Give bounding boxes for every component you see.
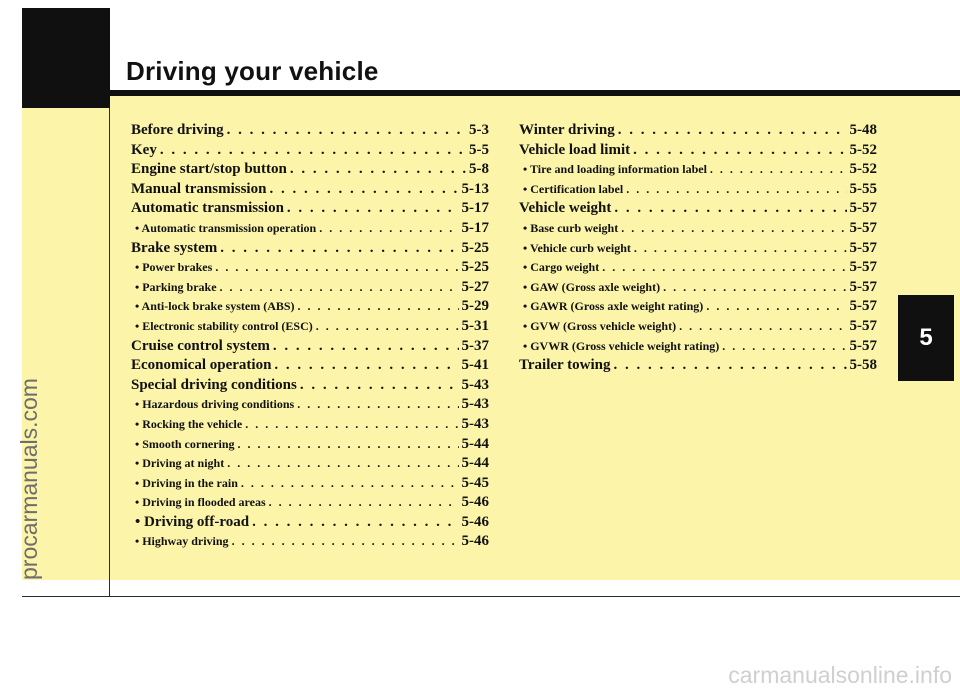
toc-entry-label: Automatic transmission [131, 200, 284, 217]
toc-leader-dots [232, 532, 459, 552]
toc-entry[interactable] [519, 180, 877, 200]
toc-entry[interactable] [131, 415, 489, 435]
toc-leader-dots [614, 199, 846, 219]
toc-entry[interactable] [519, 199, 877, 219]
toc-entry[interactable] [131, 258, 489, 278]
toc-entry-label: • Highway driving [135, 534, 229, 549]
title-rule [110, 90, 960, 96]
toc-entry-page: 5-31 [461, 317, 489, 334]
chapter-number: 5 [919, 324, 933, 351]
toc-entry-page: 5-52 [849, 161, 877, 178]
toc-entry-label: • Tire and loading information label [523, 162, 707, 177]
toc-leader-dots [227, 454, 458, 474]
toc-leader-dots [626, 180, 846, 200]
toc-entry-page: 5-17 [461, 219, 489, 236]
toc-leader-dots [238, 435, 459, 455]
toc-entry[interactable] [131, 199, 489, 219]
chapter-tab[interactable] [898, 295, 954, 381]
toc-leader-dots [316, 317, 459, 337]
toc-leader-dots [220, 278, 459, 298]
toc-leader-dots [215, 258, 458, 278]
toc-entry-label: • Driving in flooded areas [135, 495, 266, 510]
toc-entry[interactable] [131, 435, 489, 455]
toc-entry[interactable] [519, 239, 877, 259]
toc-entry-page: 5-57 [849, 259, 877, 276]
toc-entry-page: 5-48 [849, 122, 877, 138]
toc-entry-page: 5-55 [849, 180, 877, 197]
toc-entry-label: • Cargo weight [523, 260, 600, 275]
toc-entry-page: 5-57 [849, 317, 877, 334]
toc-entry-label: Vehicle load limit [519, 141, 631, 158]
toc-entry-page: 5-57 [849, 298, 877, 315]
toc-leader-dots [297, 395, 458, 415]
toc-entry[interactable] [131, 356, 489, 376]
toc-entry-page: 5-46 [461, 513, 489, 530]
toc-entry[interactable] [131, 121, 489, 141]
toc-entry-page: 5-57 [849, 278, 877, 295]
toc-entry-page: 5-43 [461, 415, 489, 432]
toc-entry[interactable] [519, 278, 877, 298]
toc-entry-label: Key [131, 141, 157, 158]
toc-entry-label: • Automatic transmission operation [135, 220, 317, 235]
toc-entry-page: 5-43 [461, 376, 489, 393]
toc-leader-dots [618, 121, 847, 141]
toc-entry[interactable] [131, 532, 489, 552]
toc-entry-label: • GVWR (Gross vehicle weight rating) [523, 338, 720, 353]
toc-entry-label: • Electronic stability control (ESC) [135, 318, 313, 333]
toc-entry[interactable] [131, 376, 489, 396]
toc-entry-page: 5-57 [849, 337, 877, 354]
toc-entry[interactable] [131, 239, 489, 259]
toc-entry-label: Before driving [131, 122, 224, 138]
toc-entry-label: • Vehicle curb weight [523, 240, 631, 255]
toc-entry-page: 5-46 [461, 533, 489, 550]
toc-entry-page: 5-25 [461, 239, 489, 256]
toc-entry-label: Vehicle weight [519, 200, 612, 217]
footer-rule [22, 596, 960, 597]
toc-entry[interactable] [519, 258, 877, 278]
toc-entry-page: 5-46 [461, 494, 489, 511]
toc-leader-dots [245, 415, 458, 435]
toc-leader-dots [220, 239, 458, 259]
toc-entry-label: • Driving in the rain [135, 475, 238, 490]
toc-leader-dots [273, 337, 459, 357]
toc-leader-dots [290, 160, 466, 180]
toc-leader-dots [287, 199, 459, 219]
toc-leader-dots [269, 180, 458, 200]
toc-entry[interactable] [131, 141, 489, 161]
toc-entry-page: 5-44 [461, 455, 489, 472]
toc-leader-dots [300, 376, 459, 396]
toc-entry-page: 5-52 [849, 141, 877, 158]
toc-entry-label: • Certification label [523, 181, 624, 196]
toc-leader-dots [252, 513, 458, 533]
toc-leader-dots [633, 141, 846, 161]
toc-entry-page: 5-41 [461, 357, 489, 374]
toc-entry-page: 5-57 [849, 200, 877, 217]
toc-entry-page: 5-57 [849, 219, 877, 236]
side-watermark: procarmanuals.com [16, 378, 42, 580]
toc-column-left [131, 121, 489, 552]
margin-divider [109, 108, 110, 596]
page-title: Driving your vehicle [126, 56, 379, 86]
toc-entry-label: • GVW (Gross vehicle weight) [523, 318, 677, 333]
toc-leader-dots [269, 493, 459, 513]
toc-entry[interactable] [131, 474, 489, 494]
toc-entry-page: 5-37 [461, 337, 489, 354]
toc-entry-page: 5-25 [461, 259, 489, 276]
toc-entry[interactable] [131, 278, 489, 298]
toc-entry[interactable] [131, 160, 489, 180]
toc-entry-page: 5-27 [461, 278, 489, 295]
toc-entry-label: • Smooth cornering [135, 436, 235, 451]
toc-leader-dots [319, 219, 458, 239]
toc-entry-page: 5-44 [461, 435, 489, 452]
toc-entry[interactable] [131, 297, 489, 317]
toc-entry-page: 5-58 [849, 357, 877, 374]
toc-entry-label: • Power brakes [135, 260, 213, 275]
toc-entry-label: • Rocking the vehicle [135, 416, 243, 431]
toc-entry[interactable] [131, 395, 489, 415]
toc-entry[interactable] [519, 356, 877, 376]
toc-leader-dots [241, 474, 459, 494]
toc-entry[interactable] [519, 219, 877, 239]
toc-entry-page: 5-17 [461, 200, 489, 217]
corner-block [22, 8, 110, 108]
toc-entry[interactable] [131, 337, 489, 357]
toc-column-right [519, 121, 877, 376]
toc-entry[interactable] [519, 141, 877, 161]
toc-entry-label: Manual transmission [131, 180, 267, 197]
toc-entry-label: • Parking brake [135, 279, 217, 294]
toc-entry-label: • Driving off-road [135, 513, 250, 530]
toc-entry-page: 5-3 [469, 122, 489, 138]
toc-entry-label: Winter driving [519, 122, 615, 138]
toc-entry[interactable] [131, 180, 489, 200]
toc-entry-label: • GAW (Gross axle weight) [523, 279, 661, 294]
toc-leader-dots [634, 239, 847, 259]
toc-entry-page: 5-13 [461, 180, 489, 197]
toc-leader-dots [663, 278, 846, 298]
toc-entry-label: • Base curb weight [523, 220, 619, 235]
toc-entry-page: 5-45 [461, 474, 489, 491]
toc-leader-dots [621, 219, 846, 239]
toc-entry[interactable] [131, 493, 489, 513]
toc-entry[interactable] [519, 317, 877, 337]
toc-entry[interactable] [519, 121, 877, 141]
toc-entry-label: • Hazardous driving conditions [135, 397, 295, 412]
toc-leader-dots [274, 356, 458, 376]
toc-entry[interactable] [519, 297, 877, 317]
toc-entry-label: • GAWR (Gross axle weight rating) [523, 299, 704, 314]
toc-entry-page: 5-29 [461, 298, 489, 315]
toc-entry-label: Trailer towing [519, 357, 611, 374]
toc-entry[interactable] [519, 160, 877, 180]
toc-entry-label: Brake system [131, 239, 218, 256]
toc-leader-dots [614, 356, 847, 376]
toc-entry-page: 5-8 [469, 161, 489, 178]
toc-entry[interactable] [131, 454, 489, 474]
toc-entry-label: Economical operation [131, 357, 272, 374]
toc-entry-label: Engine start/stop button [131, 161, 287, 178]
toc-leader-dots [160, 141, 466, 161]
toc-entry[interactable] [131, 513, 489, 533]
toc-entry-page: 5-5 [469, 141, 489, 158]
toc-entry-label: Special driving conditions [131, 376, 297, 393]
toc-entry[interactable] [131, 317, 489, 337]
toc-leader-dots [710, 160, 847, 180]
toc-entry-label: • Anti-lock brake system (ABS) [135, 299, 295, 314]
toc-entry-label: • Driving at night [135, 456, 225, 471]
toc-entry[interactable] [519, 337, 877, 357]
toc-entry[interactable] [131, 219, 489, 239]
toc-leader-dots [679, 317, 846, 337]
toc-leader-dots [602, 258, 846, 278]
toc-leader-dots [227, 121, 466, 141]
toc-leader-dots [298, 297, 459, 317]
toc-entry-page: 5-57 [849, 239, 877, 256]
toc-leader-dots [722, 337, 846, 357]
toc-entry-page: 5-43 [461, 396, 489, 413]
toc-entry-label: Cruise control system [131, 337, 270, 354]
toc-leader-dots [706, 297, 846, 317]
footer-watermark: carmanualsonline.info [728, 662, 952, 688]
